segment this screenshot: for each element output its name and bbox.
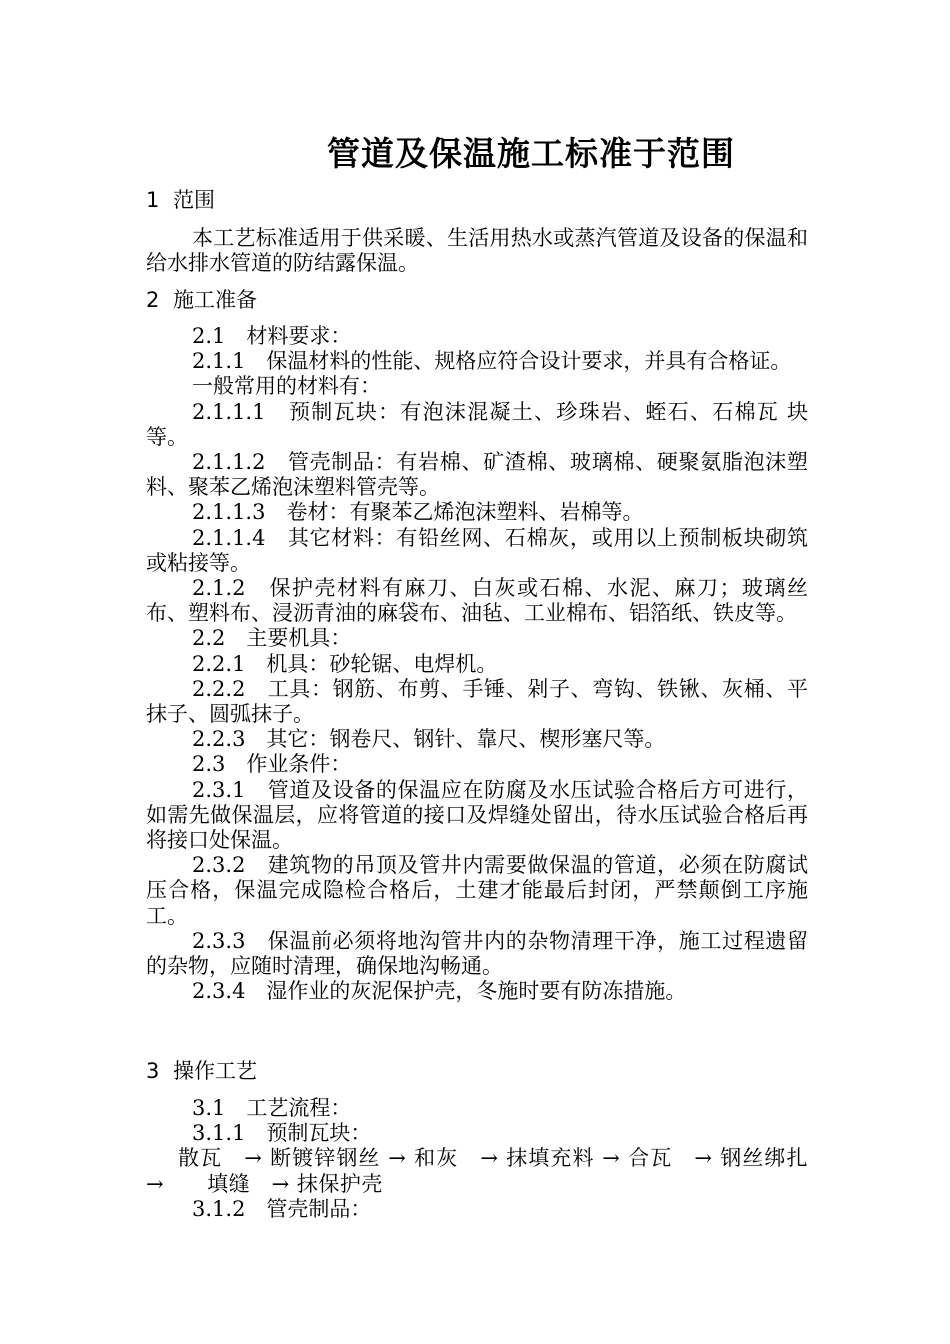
section-body-3 [146, 1096, 830, 1222]
paragraph: 2.1.1.2 管壳制品：有岩棉、矿渣棉、玻璃棉、硬聚氨脂泡沫塑料、聚苯乙烯泡沫塑料管壳等。 [146, 450, 808, 500]
section-number: 3 [146, 1059, 160, 1083]
paragraph: 2.1 材料要求： [192, 324, 352, 348]
paragraph: 3.1.2 管壳制品： [192, 1196, 372, 1221]
section-title: 操作工艺 [173, 1059, 257, 1083]
paragraph: 2.2.1 机具：砂轮锯、电焊机。 [192, 651, 498, 676]
section-body-1 [146, 226, 808, 276]
paragraph: 本工艺标准适用于供采暖、生活用热水或蒸汽管道及设备的保温和给水排水管道的防结露保温。 [146, 226, 808, 276]
paragraph: 2.1.1.4 其它材料：有铅丝网、石棉灰，或用以上预制板块砌筑或粘接等。 [146, 525, 808, 575]
paragraph: 2.3.2 建筑物的吊顶及管井内需要做保温的管道，必须在防腐试压合格，保温完成隐检合格后，土建才能最后封闭，严禁颠倒工序施工。 [146, 853, 808, 928]
paragraph: 2.3 作业条件： [192, 752, 352, 777]
section-title: 范围 [173, 188, 215, 212]
process-flow: 散瓦 → 断镀锌钢丝 → 和灰 → 抹填充料 → 合瓦 → 钢丝绑扎 → 填缝 → 抹保护壳 [146, 1146, 830, 1196]
paragraph: 2.1.1.1 预制瓦块：有泡沫混凝土、珍珠岩、蛭石、石棉瓦 块等。 [146, 399, 808, 449]
paragraph: 3.1 工艺流程： [192, 1096, 352, 1120]
section-title: 施工准备 [173, 288, 257, 312]
section-body-2 [146, 324, 808, 1004]
paragraph: 2.1.1 保温材料的性能、规格应符合设计要求，并具有合格证。 [192, 349, 792, 374]
page-title: 管道及保温施工标准于范围 [327, 134, 735, 173]
paragraph: 2.3.3 保温前必须将地沟管井内的杂物清理干净，施工过程遗留的杂物，应随时清理，确保地沟畅通。 [146, 928, 808, 979]
section-heading-3 [146, 1058, 257, 1084]
paragraph: 3.1.1 预制瓦块： [192, 1121, 372, 1146]
paragraph: 2.3.4 湿作业的灰泥保护壳，冬施时要有防冻措施。 [192, 979, 687, 1004]
section-heading-2 [146, 287, 257, 313]
paragraph: 2.1.1.3 卷材：有聚苯乙烯泡沫塑料、岩棉等。 [192, 500, 644, 525]
section-number: 1 [146, 188, 160, 212]
document-page [146, 0, 830, 1344]
section-heading-1 [146, 187, 215, 213]
paragraph: 2.2.3 其它：钢卷尺、钢针、靠尺、楔形塞尺等。 [192, 727, 666, 752]
paragraph: 2.3.1 管道及设备的保温应在防腐及水压试验合格后方可进行，如需先做保温层，应将管道的接口及焊缝处留出，待水压试验合格后再将接口处保温。 [146, 777, 808, 853]
paragraph: 2.2 主要机具： [192, 626, 352, 651]
section-number: 2 [146, 288, 160, 312]
paragraph: 2.1.2 保护壳材料有麻刀、白灰或石棉、水泥、麻刀；玻璃丝布、塑料布、浸沥青油的麻袋布、油毡、工业棉布、铝箔纸、铁皮等。 [146, 576, 808, 626]
paragraph: 一般常用的材料有： [192, 374, 381, 399]
paragraph: 2.2.2 工具：钢筋、布剪、手锤、剁子、弯钩、铁锹、灰桶、平抹子、圆弧抹子。 [146, 676, 808, 727]
